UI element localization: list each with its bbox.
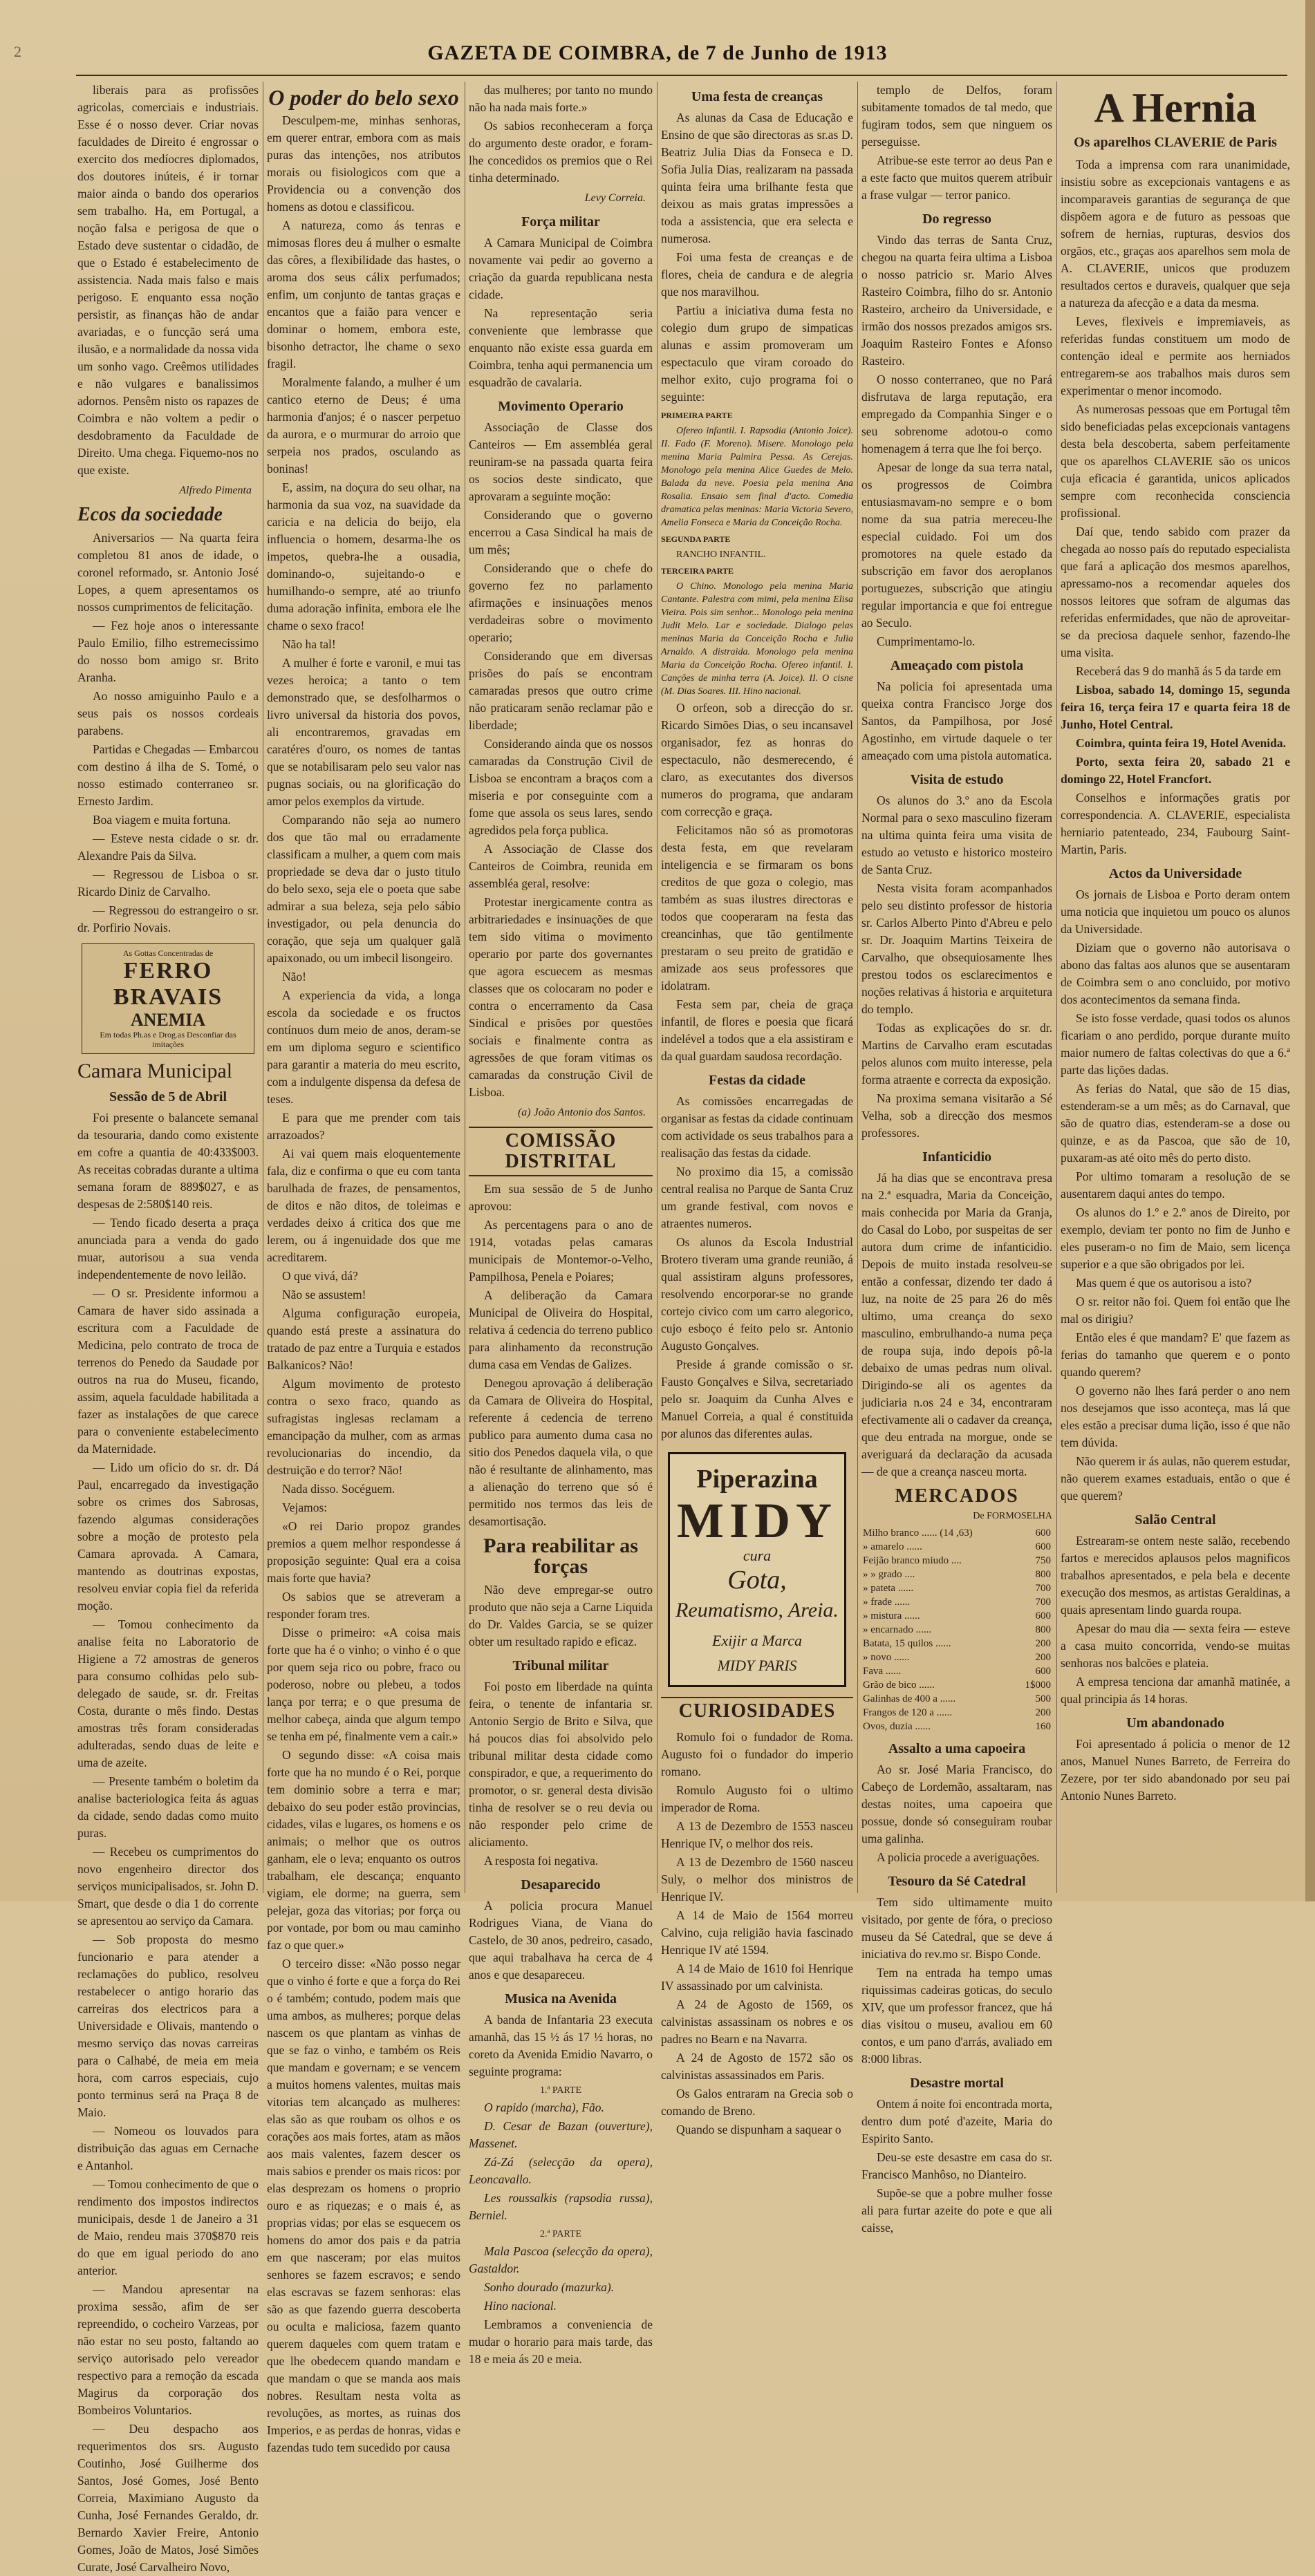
article-text: A 13 de Dezembro de 1560 nasceu Suly, o melhor dos ministros de Henrique IV. [661,1855,853,1903]
article-text: No proximo dia 15, a comissão central realisa no Parque de Santa Cruz um grande festival, com novos e atraentes numeros. [661,1165,853,1230]
article-text: — Tendo ficado deserta a praça anunciada para a venda do gado muar, autorisou a sua venda independentemente de novo leilão. [77,1216,259,1281]
market-price: 600 [1035,1610,1051,1621]
program-item: Les roussalkis (rapsodia russa), Berniel. [469,2191,653,2222]
article-text: A mulher é forte e varonil, e mui tas vezes heroica; a tanto o tem demonstrado que, se desfolharmos o livro universal da historia dos povos, ali encontraremos, gravadas em caratéres d'ouro, os nomes de tantas que se notabilisaram pelo seu valor nas pugnas sociais, ou na glorificação do amor pelos exemplos da virtude. [267,656,460,808]
article-text: Protestar inergicamente contra as arbitrariedades e insinuações de que tem sido vitima o movimento operario por parte dos governantes que agora escuecem as mesmas classes que os colocaram no poder e contra o encerramento da Casa Sindical e prisões por questões sociais e finalmente contra as agressões de que foram vitimas os camaradas da construção Civil de Lisboa. [469,895,653,1099]
article-text: Toda a imprensa com rara unanimidade, insistiu sobre as excepcionais vantagens e as incomparaveis garantias de segurança de que dispõem agora e de futuro as pessoas que sofrem de hernias, rupturas, desvios dos orgãos, etc., graças aos aparelhos sem mola de A. CLAVERIE, unicos que produzem resultados certos e duraveis, qualquer que seja a natureza da afecção e a data da mesma. [1061,158,1290,310]
program-part: 2.ª PARTE [539,2229,582,2239]
page-header [0,0,1315,83]
market-price: 600 [1035,1666,1051,1677]
section-heading: Actos da Universidade [1108,866,1242,881]
article-text: — Tomou conhecimento da analise feita no Laboratorio de Higiene a 72 amostras de generos para consumo colhidas pelo sub-delegado de saude, sr. dr. Freitas Costa, durante o mês findo. Destas amostras três foram consideradas adulteradas, sendo duas de leite e uma de azeite. [77,1617,259,1769]
article-text: Deu-se este desastre em casa do sr. Francisco Manhôso, no Dianteiro. [861,2150,1052,2181]
article-text: Vejamos: [282,1501,328,1514]
market-item: Batata, 15 quilos ...... [863,1638,951,1649]
article-text: Algum movimento de protesto contra o sexo fraco, quando as sufragistas inglesas reclamam a emancipação da mulher, com as armas revolucionarias do incendio, da destruição e do terror? Não! [267,1377,460,1477]
section-heading: Salão Central [1135,1512,1216,1527]
article-text: Foi apresentado á policia o menor de 12 anos, Manuel Nunes Barreto, de Ferreira do Zezere, por ter sido abandonado por seu pai Antonio Nunes Barreto. [1061,1737,1290,1803]
article-text: Coimbra, quinta feira 19, Hotel Avenida. [1076,736,1286,750]
article-text: Associação de Classe dos Canteiros — Em assembléa geral reuniram-se na passada quarta feira os socios deste sindicato, que aprovaram a seguinte moção: [469,420,653,503]
article-text: Denegou aprovação á deliberação da Camara de Oliveira do Hospital, referente á cedencia de terreno publico para aumento duma casa no sitio dos Penedos daquela vila, o que não é resultante de alinhamento, mas a alienação do terreno que só é permitido nos termos das leis de desamortisação. [469,1376,653,1528]
section-heading: Do regresso [922,211,991,227]
article-text: Já ha dias que se encontrava presa na 2.ª esquadra, Maria da Conceição, mais conhecida por Maria da Granja, do Casal do Lobo, por suspeitas de ser autora dum crime de infanticidio. Depois de muito instada resolveu-se então a confessar, dizendo ter dado á luz, na noite de 25 para 26 do mês ultimo, uma creança do sexo masculino, embrulhando-a numa peça de roupa suja, indo depois pô-la debaixo de umas pedras num olival. Dirigindo-se ali os agentes da judiciaria n.os 24 e 34, encontraram efectivamente ali o cadaver da creança, que deu entrada na morgue, onde se averiguará da declaração da acusada — de que a creança nasceu morta. [861,1171,1052,1478]
section-heading: Tesouro da Sé Catedral [888,1874,1026,1889]
article-text: Os sabios reconheceram a força do argumento deste orador, e foram-lhe concedidos os premios que o Rei tinha determinado. [469,119,653,185]
article-text: Disse o primeiro: «A coisa mais forte que ha é o vinho; o vinho é o que por quem seja rico ou pobre, fraco ou poderoso, nobre ou plebeu, a todos lança por terra; e o que presuma de melhor cabeça, ainda que algum tempo se tenha em pé, finalmente vem a cair.» [267,1626,460,1743]
table-row [861,1609,1052,1623]
page-number: 2 [14,43,21,60]
article-text: Leves, flexiveis e impremiaveis, as referidas fundas constituem um modo de contenção ideal e permite aos herniados entregarem-se aos trabalhos mais duros sem experimentar o menor incomodo. [1061,314,1290,397]
article-text: Conselhos e informações gratis por correspondencia. A. CLAVERIE, especialista herniario patenteado, 234, Faubourg Saint-Martin, Paris. [1061,791,1290,856]
market-item: » pateta ...... [863,1583,914,1594]
article-text: Felicitamos não só as promotoras desta festa, em que revelaram inteligencia e se firmaram os bons creditos de que goza o colegio, mas também as suas ilustres directoras e todos que cooperaram na festa das creancinhas, que tão gentilmente prestaram o seu preito de gratidão e amizade aos seus professores que idolatram. [661,823,853,993]
market-location: De FORMOSELHA [973,1511,1052,1521]
article-text: As percentagens para o ano de 1914, votadas pelas camaras municipais de Montemor-o-Velho, Pampilhosa, Penela e Poiares; [469,1218,653,1284]
article-text: — Regressou do estrangeiro o sr. dr. Porfirio Novais. [77,903,259,934]
table-row [861,1692,1052,1706]
column-3 [469,82,653,2366]
ad-text: Em todas Ph.as e Drog.as Desconfiar das imitações [100,1030,236,1049]
ad-text: Gota, [727,1566,787,1595]
article-text: — O sr. Presidente informou a Camara de haver sido assinada a escritura com a Faculdade de Medicina, pelo contrato de troca de terrenos do Penedo da Saudade por outros na rua do Museu, ficando, assim, aquela faculdade habilitada a fazer as instalações de que carece para o conveniente estabelecimento da Maternidade. [77,1286,259,1456]
article-text: Considerando que em diversas prisões do país se encontram camaradas presos que outro crime não praticaram senão reclamar pão e liberdade; [469,649,653,732]
article-text: Nesta visita foram acompanhados pelo seu distinto professor de historia sr. Carlos Alberto Pinto d'Abreu e pelo sr. Dr. Joaquim Martins Teixeira de Carvalho, que obsequiosamente lhes prestou todos os esclarecimentos e noções relativas á historia e arquitetura do templo. [861,881,1052,1016]
article-text: A empresa tenciona dar amanhã matinée, a qual principia ás 14 horas. [1061,1675,1290,1706]
ferro-bravais-advertisement [82,943,254,1054]
table-row [861,1568,1052,1581]
market-item: Frangos de 120 a ...... [863,1707,953,1718]
article-text: Na policia foi apresentada uma queixa contra Francisco Jorge dos Santos, da Pampilhosa, por José Agostinho, em virtude daquele o ter ameaçado com uma pistola automatica. [861,679,1052,762]
article-text: — Regressou de Lisboa o sr. Ricardo Diniz de Carvalho. [77,867,259,899]
article-text: As ferias do Natal, que são de 15 dias, estenderam-se a um mês; as do Carnaval, que são de quatro dias, estenderam-se a dose ou quinze, e as da Pascoa, que são de 10, puxaram-as até oito mês do perto disto. [1061,1082,1290,1165]
article-text: Se isto fosse verdade, quasi todos os alunos ficariam o ano perdido, porque durante muito maior numero de faltas colectivas do que a 6.ª parte das lições dadas. [1061,1011,1290,1077]
article-text: liberais para as profissões agricolas, comerciais e industriais. Esse é o nosso dever. Criar novas faculdades de Direito é engrossar o exercito dos medíocres diplomados, dos doutores inúteis, é ir tornar maior ainda o bando dos operarios sem trabalho. Ha, em Portugal, a noção falsa e perigosa de que o Estado deve sustentar o cidadão, de que o Estado é estabelecimento de assistencia. Nada mais falso e mais perigoso. E enquanto essa noção persistir, as finanças hão de andar avariadas, e o funcção será uma ilusão, e a normalidade da nossa vida um sonho vago. Creêmos utilidades e não vulgares e banalissimos adornos. Pensêm nisto os rapazes de Coimbra e não voltem a pedir o desdobramento da Faculdade de Direito. Uma chega. Fiquemo-nos no que existe. [77,83,259,477]
section-heading: Um abandonado [1126,1715,1224,1731]
section-heading: CURIOSIDADES [661,1697,853,1724]
article-text: Ai vai quem mais eloquentemente fala, diz e confirma o que eu com tanta barulhada de frazes, de pensamentos, de ditos e não ditos, de toleimas e verdades deixo á critica dos que me lerem, ou á ingenuidade dos que me acreditarem. [267,1147,460,1264]
piperazina-midy-advertisement [668,1452,846,1687]
article-text: Não querem ir ás aulas, não querem estudar, não querem exames estaduais, então o que é que querem? [1061,1454,1290,1503]
article-text: Nada disso. Socéguem. [282,1482,395,1496]
article-text: Ontem á noite foi encontrada morta, dentro dum poté d'azeite, Maria do Espirito Santo. [861,2097,1052,2145]
article-text: Lembramos a conveniencia de mudar o horario para mais tarde, das 18 e meia ás 20 e meia. [469,2318,653,2366]
article-text: Na representação seria conveniente que lembrasse que enquanto não existe essa guarda em Coimbra, tenha aqui permanencia um esquadrão de cavalaria. [469,306,653,389]
table-row [861,1595,1052,1609]
section-heading: MERCADOS [895,1485,1019,1507]
article-text: E para que me prender com tais arrazoados? [267,1111,460,1142]
column-divider [1056,82,1057,1893]
article-text: A Camara Municipal de Coimbra novamente vai pedir ao governo a criação da guarda republicana nesta cidade. [469,236,653,301]
ad-product-name: Piperazina [696,1465,818,1494]
article-text: Considerando que o chefe do governo fez no parlamento afirmações e insinuações menos verdadeiras sobre o movimento operario; [469,561,653,644]
column-2 [267,82,460,2454]
market-item: » » grado .... [863,1569,915,1580]
market-item: Feijão branco miudo .... [863,1555,962,1566]
article-text: Considerando ainda que os nossos camaradas da Construção Civil de Lisboa se encontram a braços com a miseria e por conseguinte com a fome que assola os seus lares, sendo agredidos pela força publica. [469,737,653,837]
program-part: TERCEIRA PARTE [661,566,734,576]
market-item: Grão de bico ...... [863,1680,935,1691]
program-items: Ofereo infantil. I. Rapsodia (Antonio Joice). II. Fado (F. Moreno). Misere. Monologo pela menina Maria Palmira Pessa. As Cerejas. Monologo pela menina Alice Guedes de Melo. Balada da neve. Poesia pela menina Ana Rosalia. Ensaio sem final d'acto. Comedia dramatica pelas meninas: Maria Victoria Severo, Amelia Fonseca e Maria da Conceição Rocha. [661,426,853,528]
newspaper-header-title: GAZETA DE COIMBRA, de 7 de Junho de 1913 [427,41,888,64]
ad-brand: FERRO BRAVAIS [113,958,223,1010]
article-text: Ao sr. José Maria Francisco, do Cabeço de Lordemão, assaltaram, nas destas noites, uma capoeira que possue, donde só conseguiram roubar uma galinha. [861,1762,1052,1845]
article-text: — Esteve nesta cidade o sr. dr. Alexandre Pais da Silva. [77,831,259,863]
article-text: Apesar do mau dia — sexta feira — esteve a casa muito concorrida, vendo-se muitas senhoras nos balcões e plateia. [1061,1621,1290,1670]
section-heading: Para reabilitar as forças [483,1534,638,1578]
article-text: Festa sem par, cheia de graça infantil, de flores e poesia que ficará indelével a todos que a ela assistiram e da qual guardam saudosa recordação. [661,997,853,1063]
page-edge [1305,0,1315,1901]
subsection-heading: Sessão de 5 de Abril [109,1089,227,1104]
article-text: Desculpem-me, minhas senhoras, em querer entrar, embora com as mais puras das intenções, nos atributos morais ou fisiologicos com que a Providencia ou a convenção dos homens as dotou e classificou. [267,113,460,214]
article-text: Alguma configuração europeia, quando está preste a assinatura do tratado de paz entre a Turquia e estados Balkanicos? Não! [267,1306,460,1372]
article-text: Tem na entrada ha tempo umas riquissimas cadeiras goticas, do seculo XIV, que um professor francez, que há dias visitou o museu, avaliou em 60 contos, e um pano d'arrás, avaliado em 8:000 libras. [861,1966,1052,2066]
article-text: Os sabios que se atreveram a responder foram tres. [267,1590,460,1621]
market-price-table [861,1526,1052,1733]
article-text: Foi posto em liberdade na quinta feira, o tenente de infantaria sr. Antonio Sergio de Brito e Silva, que há poucos dias foi absolvido pelo tribunal militar desta cidade como conspirador, e que, a requerimento do promotor, o sr. general desta divisão tinha de resolver se o reu devia ou não responder pelo crime de aliciamento. [469,1680,653,1849]
market-price: 800 [1035,1624,1051,1635]
article-text: As comissões encarregadas de organisar as festas da cidade continuam com actividade os seus trabalhos para a realisação das festas da cidade. [661,1094,853,1160]
article-text: O governo não lhes fará perder o ano nem nos desejamos que isso aconteça, mas lá que eles estão a precisar duma lição, isso é que não tem dúvida. [1061,1384,1290,1449]
article-text: Ao nosso amiguinho Paulo e a seus pais os nossos cordeais parabens. [77,689,259,737]
article-text: O nosso conterraneo, que no Pará disfrutava de larga reputação, era empregado da Companhia Singer e o seu sobrenome adotou-o como homenagem á terra que lhe foi berço. [861,373,1052,455]
section-heading: Ameaçado com pistola [890,658,1024,673]
section-heading: COMISSÃO DISTRITAL [469,1127,653,1176]
section-heading: Uma festa de creanças [691,89,823,104]
ad-brand: MIDY [677,1493,837,1548]
market-item: » frade ...... [863,1597,911,1608]
article-text: — Mandou apresentar na proxima sessão, afim de ser repreendido, o cocheiro Varzeas, por não estar no seu posto, faltando ao serviço autorisado pelo vereador respectivo para a remoção da escada Magirus da corporação dos Bombeiros Voluntarios. [77,2282,259,2417]
article-text: A banda de Infantaria 23 executa amanhã, das 15 ½ ás 17 ½ horas, no coreto da Avenida Emidio Navarro, o seguinte programa: [469,2013,653,2078]
article-text: A 14 de Maio de 1564 morreu Calvino, cuja religião havia fascinado Henrique IV até 1594. [661,1908,853,1957]
article-text: Apesar de longe da sua terra natal, os progressos de Coimbra entusiasmavam-no sempre e o bom nome da sua patria mereceu-lhe especial cuidado. Foi um dos promotores na quele estado da subscrição em favor dos aeroplanos portuguezes, subscrição que atingiu regular importancia e que foi entregue ao Seculo. [861,460,1052,630]
program-item: D. Cesar de Bazan (ouverture), Massenet. [469,2119,653,2150]
article-text: Não! [282,970,306,984]
article-text: Receberá das 9 do manhã ás 5 da tarde em [1076,664,1281,678]
table-row [861,1651,1052,1664]
section-heading: Tribunal militar [512,1658,609,1673]
article-text: das mulheres; por tanto no mundo não ha nada mais forte.» [469,83,653,114]
article-text: Os alunos do 3.º ano da Escola Normal para o sexo masculino fizeram na ultima quinta feira uma visita de estudo ao vetusto e historico mosteiro de Santa Cruz. [861,793,1052,876]
market-item: Galinhas de 400 a ...... [863,1693,956,1704]
market-item: » novo ...... [863,1652,910,1663]
section-heading: Infanticidio [922,1149,992,1165]
article-text: Estrearam-se ontem neste salão, recebendo fartos e merecidos aplausos pelos magnificos trabalhos apresentados, e pela bela e decente execução dos mesmos, as artistas Geraldinas, a quais apresentam lindo guarda roupa. [1061,1534,1290,1617]
market-price: 800 [1035,1569,1051,1580]
column-6 [1061,82,1290,1893]
program-items: O Chino. Monologo pela menina Maria Cantante. Palestra com mimi, pela menina Elisa Vieira. Pois sim senhor... Monologo pela menina Judit Melo. Lar e sociedade. Dialogo pelas meninas Maria da Conceição Rocha e Julia Arnaldo. A distraida. Monologo pela menina Maria da Conceição Rocha. Ofereo infantil. I. Canções de minha terra (A. Joice). II. O cisne (M. Dias Soares. III. Hino nacional. [661,581,853,697]
market-price: 750 [1035,1555,1051,1566]
market-price: 200 [1035,1707,1051,1718]
table-row [861,1720,1052,1733]
table-row [861,1526,1052,1540]
article-text: O orfeon, sob a direcção do sr. Ricardo Simões Dias, o seu incansavel organisador, fez as honras do espectaculo, não desmerecendo, é claro, as executantes dos diversos numeros do programa, que andaram com correcção e graça. [661,701,853,818]
ad-text: MIDY PARIS [717,1657,797,1674]
ad-text: cura [743,1547,772,1564]
article-text: Foi uma festa de creanças e de flores, cheia de candura e de alegria que nos maravilhou. [661,250,853,299]
table-row [861,1664,1052,1678]
article-text: «O rei Dario propoz grandes premios a quem melhor respondesse á proposição seguinte: Qual era a coisa mais forte que havia? [267,1519,460,1585]
article-text: Supõe-se que a pobre mulher fosse ali para furtar azeite do pote e que ali caisse, [861,2186,1052,2235]
ad-text: Reumatismo, Areia. [675,1599,839,1621]
article-text: Os Galos entraram na Grecia sob o comando de Breno. [661,2087,853,2118]
article-text: Preside á grande comissão o sr. Fausto Gonçalves e Silva, secretariado pelo sr. Joaquim da Cunha Alves e Manuel Correia, a qual é constituida por alunos das diferentes aulas. [661,1357,853,1440]
program-part: PRIMEIRA PARTE [661,411,733,420]
article-text: templo de Delfos, foram subitamente tomados de tal medo, que fugiram todos, sem que ninguem os perseguisse. [861,83,1052,149]
article-text: — Recebeu os cumprimentos do novo engenheiro director dos serviços municipalisados, sr. John D. Smart, que desde o dia 1 do corrente se apresentou ao serviço da Camara. [77,1845,259,1928]
article-text: Os alunos da Escola Industrial Brotero tiveram uma grande reunião, á qual assistiram alguns professores, resolvendo encorporar-se no grande cortejo civico com um carro alegorico, cujo esboço é feito pelo sr. Antonio Augusto Gonçalves. [661,1235,853,1353]
article-text: Todas as explicações do sr. dr. Martins de Carvalho eram escutadas pelos alunos com muito interesse, pela forma atraente e correcta da exposição. [861,1021,1052,1087]
section-heading: Desastre mortal [910,2076,1004,2091]
byline: Alfredo Pimenta [179,485,252,496]
market-price: 160 [1035,1721,1051,1732]
article-text: As numerosas pessoas que em Portugal têm sido beneficiadas pelas excepcionais vantagens desta bela descoberta, sabem perfeitamente que os aparelhos CLAVERIE são os unicos cuja eficacia é garantida, unicos aplicados sempre com reconhecida consciencia profissional. [1061,402,1290,520]
article-text: A experiencia da vida, a longa escola da sociedade e os fructos contínuos dum meio de anos, deram-se em um diploma seguro e scientifico para garantir a materia do meu escrito, com a indulgente dispensa da defesa de teses. [267,988,460,1106]
table-row [861,1678,1052,1692]
article-text: Quando se dispunham a saquear o [676,2123,841,2136]
byline: Levy Correia. [584,192,646,204]
program-item: O rapido (marcha), Fão. [484,2100,604,2114]
article-text: Por ultimo tomaram a resolução de se ausentarem daqui antes do tempo. [1061,1169,1290,1201]
market-item: Milho branco ...... (14 ,63) [863,1527,973,1539]
market-price: 500 [1035,1693,1051,1704]
article-text: Diziam que o governo não autorisava o abono das faltas aos alunos que se ausentaram de Coimbra sem o ano concluido, por motivo dos acontecimentos da semana finda. [1061,941,1290,1006]
article-text: Foi presente o balancete semanal da tesouraria, dando como existente em cofre a quantia de 40:433$003. As receitas cobradas durante a ultima semana foram de 889$027, e as despesas de 2:580$140 reis. [77,1111,259,1211]
table-row [861,1706,1052,1720]
article-text: Porto, sexta feira 20, sabado 21 e domingo 22, Hotel Francfort. [1061,755,1290,786]
market-price: 200 [1035,1652,1051,1663]
article-text: — Tomou conhecimento de que o rendimento dos impostos indirectos municipais, desde 1 de Janeiro a 31 de Maio, rendeu mais 370$870 reis do que em igual periodo do ano anterior. [77,2177,259,2277]
byline: (a) João Antonio dos Santos. [517,1107,646,1118]
ad-text: As Gottas Concentradas de [122,948,214,958]
section-heading: Camara Municipal [77,1060,233,1082]
article-text: Não ha tal! [282,637,336,651]
hernia-ad-subheadline: Os aparelhos CLAVERIE de Paris [1074,135,1277,150]
article-text: A deliberação da Camara Municipal de Oliveira do Hospital, relativa á cedencia do terreno publico para alinhamento da reconstrução duma casa em Vendas de Galizes. [469,1288,653,1371]
article-text: — Presente também o boletim da analise bacteriologica feita ás aguas da cidade, sendo dadas como muito puras. [77,1774,259,1840]
article-text: Em sua sessão de 5 de Junho aprovou: [469,1182,653,1213]
article-text: A 24 de Agosto de 1572 são os calvinistas assassinados em Paris. [661,2051,853,2082]
program-item: Hino nacional. [484,2299,557,2313]
table-row [861,1581,1052,1595]
section-heading: Força militar [521,214,600,229]
ad-text: ANEMIA [130,1010,206,1030]
article-text: A 24 de Agosto de 1569, os calvinistas assassinam os nobres e os padres no Bearn e na Navarra. [661,1997,853,2046]
article-text: Comparando não seja ao numero dos que tão mal ou erradamente classificam a mulher, a quem com mais propriedade se deva dar o justo titulo do belo sexo, seja ele o poeta que sabe admirar a sua beleza, seja pelo sábio investigador, ou pela denuncia do coração, que seja um qualquer galã apaixonado, ou um imbecil lisongeiro. [267,813,460,965]
article-text: Romulo Augusto foi o ultimo imperador de Roma. [661,1783,853,1814]
article-text: A 14 de Maio de 1610 foi Henrique IV assassinado por um calvinista. [661,1962,853,1993]
hernia-ad-headline: A Hernia [1094,85,1257,131]
article-text: A Associação de Classe dos Canteiros de Coimbra, reunida em assembléa geral, resolve: [469,842,653,890]
article-text: Na proxima semana visitarão a Sé Velha, sob a direcção dos mesmos professores. [861,1091,1052,1140]
section-heading: Desaparecido [521,1877,601,1892]
market-item: Fava ...... [863,1666,902,1677]
article-text: Não se assustem! [282,1288,366,1301]
article-text: As alunas da Casa de Educação e Ensino de que são directoras as sr.as D. Beatriz Julia Dias da Fonseca e D. Sofia Julia Dias, realizaram na passada quinta feira uma brilhante festa que deixou as mais gratas impressões a toda a assistencia, que era selecta e numerosa. [661,111,853,245]
section-heading: Musica na Avenida [505,1991,617,2006]
article-text: O sr. reitor não foi. Quem foi então que lhe mal os dirigiu? [1061,1295,1290,1326]
article-text: Boa viagem e muita fortuna. [93,813,231,827]
article-text: A natureza, como ás tenras e mimosas flores deu á mulher o esmalte das côres, a flexibilidade das hastes, o aroma dos seus cálix perfumados; enfim, um conjunto de tantas graças e encantos que a faião para vencer e dominar o homem, embora este, bisonho detractor, lhe chame o sexo fragil. [267,218,460,370]
article-text: Vindo das terras de Santa Cruz, chegou na quarta feira ultima a Lisboa o nosso patricio sr. Mario Alves Rasteiro Coimbra, filho do sr. Antonio Rasteiro, archeiro da Universidade, e irmão dos nossos prezados amigos srs. Joaquim Rasteiro Fontes e Afonso Rasteiro. [861,233,1052,368]
section-heading: Ecos da sociedade [77,504,223,525]
section-heading: Visita de estudo [910,772,1004,787]
article-text: Partiu a iniciativa duma festa no colegio dum grupo de simpaticas alunas e assim promoveram um espectaculo que viram coroado do melhor exito, cujo programa foi o seguinte: [661,303,853,404]
market-item: » encarnado ...... [863,1624,932,1635]
market-item: » amarelo ...... [863,1541,922,1552]
article-headline: O poder do belo sexo [268,85,459,110]
article-text: Então eles é que mandam? E' que fazem as ferias do tamanho que querem e o ponto quando querem? [1061,1331,1290,1379]
market-price: 700 [1035,1583,1051,1594]
market-price: 1$000 [1025,1680,1051,1691]
column-5 [861,82,1052,2235]
market-price: 600 [1035,1541,1051,1552]
market-price: 600 [1035,1527,1051,1539]
article-text: Os alunos do 1.º e 2.º anos de Direito, por exemplo, deviam ter ponto no fim de Junho e eles puseram-o no fim de Maio, sem licença superior e a que são obrigados por lei. [1061,1205,1290,1271]
market-price: 200 [1035,1638,1051,1649]
article-text: Mas quem é que os autorisou a isto? [1076,1276,1252,1290]
article-text: — Lido um oficio do sr. dr. Dá Paul, encarregado da investigação sobre os crimes dos Sabrosas, fazendo algumas considerações sobre a moção de protesto pela Camara aprovada. A Camara, mantendo as doutrinas expostas, resolveu enviar copia fiel da referida moção. [77,1460,259,1613]
article-text: Lisboa, sabado 14, domingo 15, segunda feira 16, terça feira 17 e quarta feira 18 de Junho, Hotel Central. [1061,683,1290,731]
article-text: O terceiro disse: «Não posso negar que o vinho é forte e que a força do Rei o é também; contudo, podem mais que uma ambos, as mulheres; porque delas nascem os que plantam as vinhas de que se faz o vinho, e também os Reis que mandam e governam; e se vencem a muitos homens valentes, muitas mais vitorias tem alcançado as mulheres: elas são as que roubam os olhos e os corações aos mais fortes, atam as mãos aos mais valentes, fazem descer os mais sabios e prender os mais ricos: por elas desprezam os homens o proprio ouro e as riquezas; e o mais é, as proprias vidas; por elas se esquecem os homens do amor dos pais e da patria em que nasceram; por elas muitos senhores se fazem escravos; e sendo elas escravas se fazem senhoras: elas são as que fazendo guerra descoberta ou oculta e maliciosa, fazem quanto querem daqueles com quem tratam e que lhe obedecem quando mandam e que mandam o que se manda aos mais nobres. Resultam nesta volta as revoluções, as mortes, as ruinas dos Imperios, e as perdas de honras, vidas e fazendas tudo tem sucedido por causa [267,1957,460,2454]
article-text: Tem sido ultimamente muito visitado, por gente de fóra, o precioso museu da Sé Catedral, que se deve á iniciativa do rev.mo sr. Bispo Conde. [861,1895,1052,1961]
article-text: O segundo disse: «A coisa mais forte que ha no mundo é o Rei, porque tem dominio sobre a terra e mar; debaixo do seu poder estão provincias, cidades, vilas e lugares, os homens e os animais; o melhor que os outros ganham, ele o leva; enquanto os outros trabalham, ele descança; enquanto vigiam, ele dorme; na guerra, sem pelejar, goza das vitorias; por força ou por vontade, por bom ou mau caminho faz o que quer.» [267,1748,460,1952]
column-divider [857,82,858,1893]
ad-text: Exijir a Marca [712,1632,802,1649]
table-row [861,1540,1052,1554]
column-divider [657,82,658,1893]
market-item: Ovos, duzia ...... [863,1721,931,1732]
article-text: — Deu despacho aos requerimentos dos srs. Augusto Coutinho, José Guilherme dos Santos, José Gomes, José Bento Correia, Maximiano Augusto da Cunha, José Fernandes Geraldo, dr. Bernardo Xavier Freire, Antonio Gomes, João de Matos, José Simões Curate, José Carvalheiro Novo, [77,2422,259,2574]
article-text: Não deve empregar-se outro produto que não seja a Carne Liquida do Dr. Valdes Garcia, se se quizer obter um resultado rapido e eficaz. [469,1583,653,1648]
article-text: A policia procura Manuel Rodrigues Viana, de Viana do Castelo, de 30 anos, pedreiro, casado, que aqui trabalhava ha cerca de 4 anos e que desapareceu. [469,1899,653,1982]
table-row [861,1623,1052,1637]
article-text: O que vivá, dá? [282,1269,358,1283]
article-text: Moralmente falando, a mulher é um cantico eterno de Deus; é uma harmonia d'anjos; é o nascer perpetuo da aurora, e o murmurar do arroio que serpeia nos prados, osculando as boninas! [267,375,460,476]
article-text: A resposta foi negativa. [484,1854,599,1868]
market-price: 700 [1035,1597,1051,1608]
article-text: — Fez hoje anos o interessante Paulo Emilio, filho estremecissimo do nosso bom amigo sr. Brito Aranha. [77,619,259,684]
article-text: Daí que, tendo sabido com prazer da chegada ao nosso país do reputado especialista que fará a aplicação dos mesmos aparelhos, apressamo-nos a recomendar aqueles dos nossos leitores que sofram de algumas das referidas enfermidades, que não de aproveitar-se da preciosa daquele senhor, fazendo-lhe uma visita. [1061,525,1290,659]
section-heading: Movimento Operario [498,399,624,414]
market-item: » mistura ...... [863,1610,920,1621]
column-1 [77,82,259,2574]
section-heading: Festas da cidade [709,1073,805,1088]
table-row [861,1554,1052,1568]
article-text: Aniversarios — Na quarta feira completou 81 anos de idade, o coronel reformado, sr. Antonio José Lopes, a quem apresentamos os nossos cumprimentos de felicitação. [77,531,259,614]
program-item: Mala Pascoa (selecção da opera), Gastaldor. [469,2244,653,2275]
article-text: E, assim, na doçura do seu olhar, na harmonia da sua voz, na suavidade da caricia e na delicia do beijo, ela influencia o homem, desarma-lhe os impetos, quebra-lhe a ousadia, dominando-o, sujeitando-o e humilhando-o sempre, até ao triunfo duma adoração infinita, embora ele lhe chame o sexo fraco! [267,480,460,632]
article-text: Partidas e Chegadas — Embarcou com destino á ilha de S. Tomé, o nosso estimado conterraneo sr. Ernesto Jardim. [77,742,259,808]
article-text: — Sob proposta do mesmo funcionario e para atender a reclamações do publico, resolveu restabelecer o antigo horario das carreiras dos electricos para a Universidade e Olivais, mantendo o mesmo serviço das novas carreiras para o Calhabé, de meia em meia hora, com carros especiais, cujo ponto terminus será na Praça 8 de Maio. [77,1933,259,2119]
table-row [861,1637,1052,1651]
section-heading: Assalto a uma capoeira [888,1741,1026,1756]
program-part: SEGUNDA PARTE [661,534,731,544]
article-text: Atribue-se este terror ao deus Pan e a este facto que muitos querem atribuir a frase vulgar — terror panico. [861,153,1052,202]
article-text: Romulo foi o fundador de Roma. Augusto foi o fundador do imperio romano. [661,1730,853,1778]
article-text: Cumprimentamo-lo. [877,634,976,648]
article-text: — Nomeou os louvados para distribuição das aguas em Cernache e Antanhol. [77,2124,259,2172]
program-item: Sonho dourado (mazurka). [484,2280,615,2294]
header-rule [76,75,1287,76]
program-item: Zá-Zá (selecção da opera), Leoncavallo. [469,2155,653,2186]
program-items: RANCHO INFANTIL. [676,549,766,560]
article-text: Considerando que o governo encerrou a Casa Sindical ha mais de um mês; [469,508,653,556]
article-text: Os jornais de Lisboa e Porto deram ontem uma noticia que inquietou um pouco os alunos da Universidade. [1061,887,1290,936]
program-part: 1.ª PARTE [539,2085,582,2096]
article-text: A policia procede a averiguações. [877,1850,1040,1864]
column-4 [661,82,853,2136]
article-text: A 13 de Dezembro de 1553 nasceu Henrique IV, o melhor dos reis. [661,1819,853,1850]
